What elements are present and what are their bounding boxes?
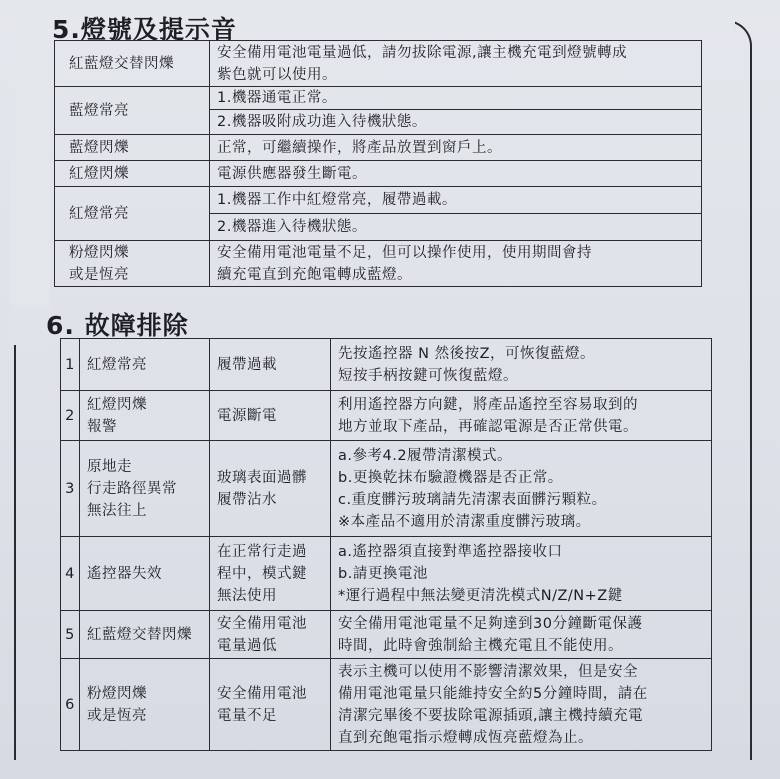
- solution-cell: 利用遙控器方向鍵，將產品遙控至容易取到的 地方並取下產品，再確認電源是否正常供電。: [331, 391, 712, 441]
- indicator-label: 紅藍燈交替閃爍: [55, 41, 210, 87]
- indicator-label: 藍燈常亮: [55, 87, 210, 135]
- indicator-desc: 電源供應器發生斷電。: [210, 161, 702, 187]
- indicator-desc: 安全備用電池電量不足，但可以操作使用，使用期間會持 續充電直到充飽電轉成藍燈。: [210, 241, 702, 287]
- symptom-cell: 粉燈閃爍 或是恆亮: [80, 659, 210, 751]
- indicator-label: 藍燈閃爍: [55, 135, 210, 161]
- row-number: 5: [61, 611, 80, 659]
- cause-cell: 安全備用電池 電量過低: [210, 611, 331, 659]
- solution-cell: 表示主機可以使用不影響清潔效果，但是安全 備用電池電量只能維持安全約5分鐘時間，請在 清潔完畢後不要拔除電源插頭,讓主機持續充電 直到充飽電指示燈轉成恆亮藍燈為止。: [331, 659, 712, 751]
- table-row: [55, 41, 702, 87]
- symptom-cell: 原地走 行走路徑異常 無法往上: [80, 441, 210, 537]
- table-row: [61, 537, 712, 611]
- solution-cell: 先按遙控器 N 然後按Z，可恢復藍燈。 短按手柄按鍵可恢復藍燈。: [331, 339, 712, 391]
- table-row: [55, 87, 702, 110]
- indicator-label: 紅燈閃爍: [55, 161, 210, 187]
- indicator-desc: 正常，可繼續操作，將產品放置到窗戶上。: [210, 135, 702, 161]
- table-row: [61, 611, 712, 659]
- indicator-table: [54, 40, 702, 287]
- cause-cell: 電源斷電: [210, 391, 331, 441]
- row-number: 1: [61, 339, 80, 391]
- indicator-desc: 1.機器通電正常。: [210, 87, 702, 110]
- cause-cell: 玻璃表面過髒 履帶沾水: [210, 441, 331, 537]
- table-row: [55, 187, 702, 214]
- table-row: [61, 441, 712, 537]
- section-title-troubleshooting: 6. 故障排除: [46, 311, 189, 340]
- cause-cell: 安全備用電池 電量不足: [210, 659, 331, 751]
- row-number: 3: [61, 441, 80, 537]
- solution-cell: a.參考4.2履帶清潔模式。 b.更換乾抹布驗證機器是否正常。 c.重度髒污玻璃請先清潔表面髒污顆粒。 ※本產品不適用於清潔重度髒污玻璃。: [331, 441, 712, 537]
- indicator-desc: 2.機器進入待機狀態。: [210, 214, 702, 241]
- cause-cell: 在正常行走過 程中，模式鍵 無法使用: [210, 537, 331, 611]
- indicator-label: 紅燈常亮: [55, 187, 210, 241]
- cause-cell: 履帶過載: [210, 339, 331, 391]
- solution-cell: a.遙控器須直接對準遙控器接收口 b.請更換電池 *運行過程中無法變更清洗模式N/Z/N+Z鍵: [331, 537, 712, 611]
- table-row: [61, 659, 712, 751]
- solution-cell: 安全備用電池電量不足夠達到30分鐘斷電保護 時間，此時會強制給主機充電且不能使用。: [331, 611, 712, 659]
- row-number: 2: [61, 391, 80, 441]
- table-row: [55, 161, 702, 187]
- symptom-cell: 遙控器失效: [80, 537, 210, 611]
- table-row: [61, 339, 712, 391]
- table-row: [61, 391, 712, 441]
- indicator-desc: 安全備用電池電量過低，請勿拔除電源,讓主機充電到燈號轉成 紫色就可以使用。: [210, 41, 702, 87]
- indicator-label: 粉燈閃爍 或是恆亮: [55, 241, 210, 287]
- troubleshooting-table: [60, 338, 712, 751]
- symptom-cell: 紅燈閃爍 報警: [80, 391, 210, 441]
- indicator-desc: 1.機器工作中紅燈常亮，履帶過載。: [210, 187, 702, 214]
- indicator-desc: 2.機器吸附成功進入待機狀態。: [210, 110, 702, 135]
- table-row: [55, 135, 702, 161]
- section-title-indicators: 5.燈號及提示音: [52, 15, 237, 44]
- table-row: [55, 241, 702, 287]
- symptom-cell: 紅燈常亮: [80, 339, 210, 391]
- row-number: 4: [61, 537, 80, 611]
- row-number: 6: [61, 659, 80, 751]
- symptom-cell: 紅藍燈交替閃爍: [80, 611, 210, 659]
